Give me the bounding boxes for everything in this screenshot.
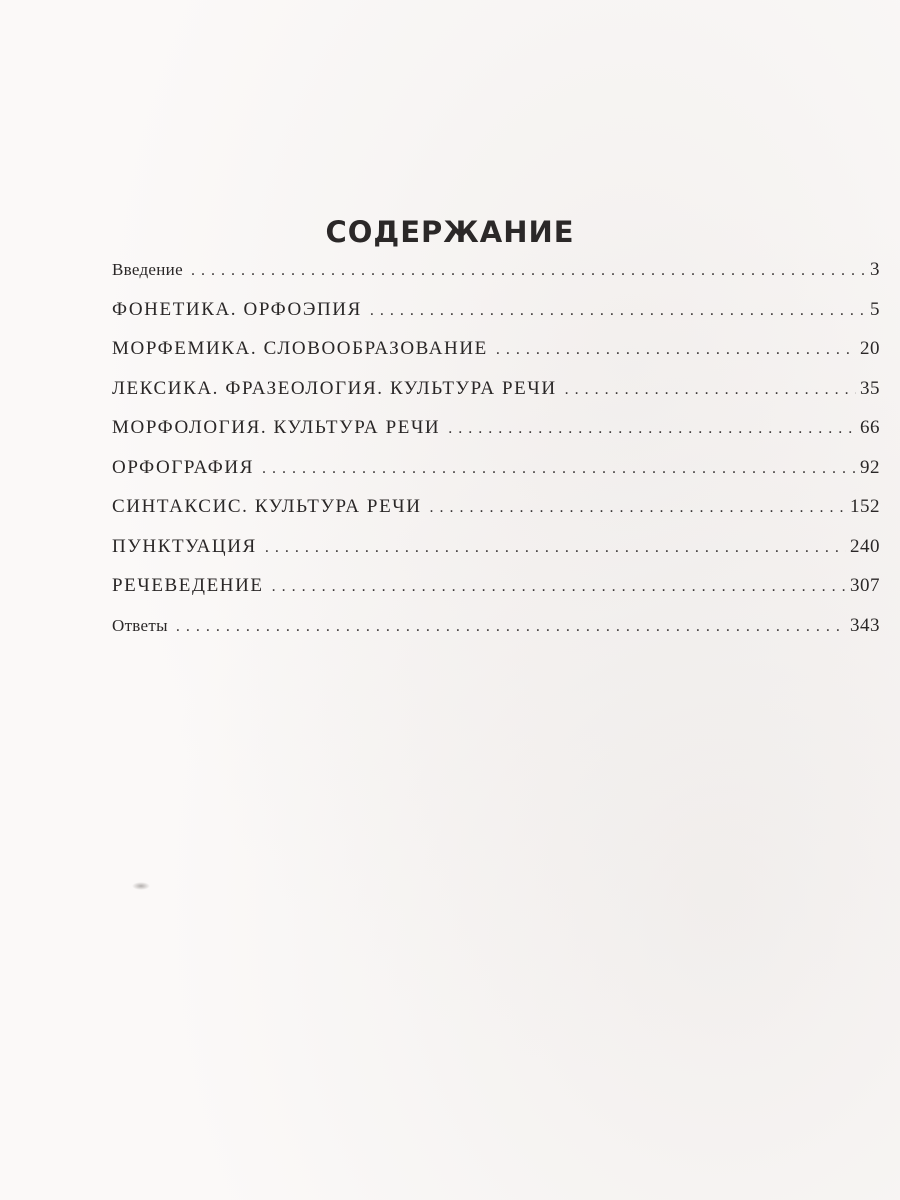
toc-entry-label: МОРФЕМИКА. СЛОВООБРАЗОВАНИЕ	[112, 338, 488, 359]
toc-entry-label: ФОНЕТИКА. ОРФОЭПИЯ	[112, 298, 362, 320]
toc-entry-morphology	[112, 408, 880, 448]
toc-entry-label: ОРФОГРАФИЯ	[112, 456, 254, 478]
toc-entry-label: МОРФОЛОГИЯ. КУЛЬТУРА РЕЧИ	[112, 417, 441, 438]
toc-entry-label: РЕЧЕВЕДЕНИЕ	[112, 575, 264, 596]
toc-entry-page: 152	[850, 496, 880, 517]
toc-entry-phonetics	[112, 290, 880, 330]
toc-entry-page: 3	[870, 259, 880, 280]
toc-entry-page: 20	[860, 338, 880, 359]
toc-entry-lexicology	[112, 369, 880, 409]
toc-entry-speech-studies	[112, 566, 880, 606]
toc-entry-introduction	[112, 250, 880, 290]
toc-entry-page: 92	[860, 456, 880, 478]
toc-entry-label: СИНТАКСИС. КУЛЬТУРА РЕЧИ	[112, 496, 422, 517]
toc-entry-label: ЛЕКСИКА. ФРАЗЕОЛОГИЯ. КУЛЬТУРА РЕЧИ	[112, 377, 557, 399]
dot-leader	[565, 370, 856, 410]
toc-entry-page: 35	[860, 377, 880, 399]
toc-entry-page: 66	[860, 417, 880, 438]
toc-entry-orthography	[112, 448, 880, 488]
dot-leader	[272, 567, 846, 607]
dot-leader	[191, 251, 866, 291]
toc-entry-label: Ответы	[112, 615, 168, 635]
ink-smudge	[132, 882, 150, 890]
toc-entry-page: 240	[850, 535, 880, 557]
dot-leader	[265, 528, 846, 568]
toc-entry-label: Введение	[112, 260, 183, 279]
toc-entry-page: 307	[850, 575, 880, 596]
toc-entry-page: 5	[870, 298, 880, 320]
dot-leader	[430, 488, 846, 528]
toc-entry-syntax	[112, 487, 880, 527]
toc-entry-answers	[112, 606, 880, 646]
dot-leader	[176, 607, 846, 647]
toc-entry-punctuation	[112, 527, 880, 567]
table-of-contents	[112, 250, 880, 645]
dot-leader	[496, 330, 856, 370]
toc-entry-morphemics	[112, 329, 880, 369]
page-title: СОДЕРЖАНИЕ	[325, 215, 575, 250]
dot-leader	[370, 291, 866, 331]
dot-leader	[448, 409, 856, 449]
toc-entry-page: 343	[850, 614, 880, 636]
toc-entry-label: ПУНКТУАЦИЯ	[112, 535, 257, 557]
dot-leader	[262, 449, 856, 489]
